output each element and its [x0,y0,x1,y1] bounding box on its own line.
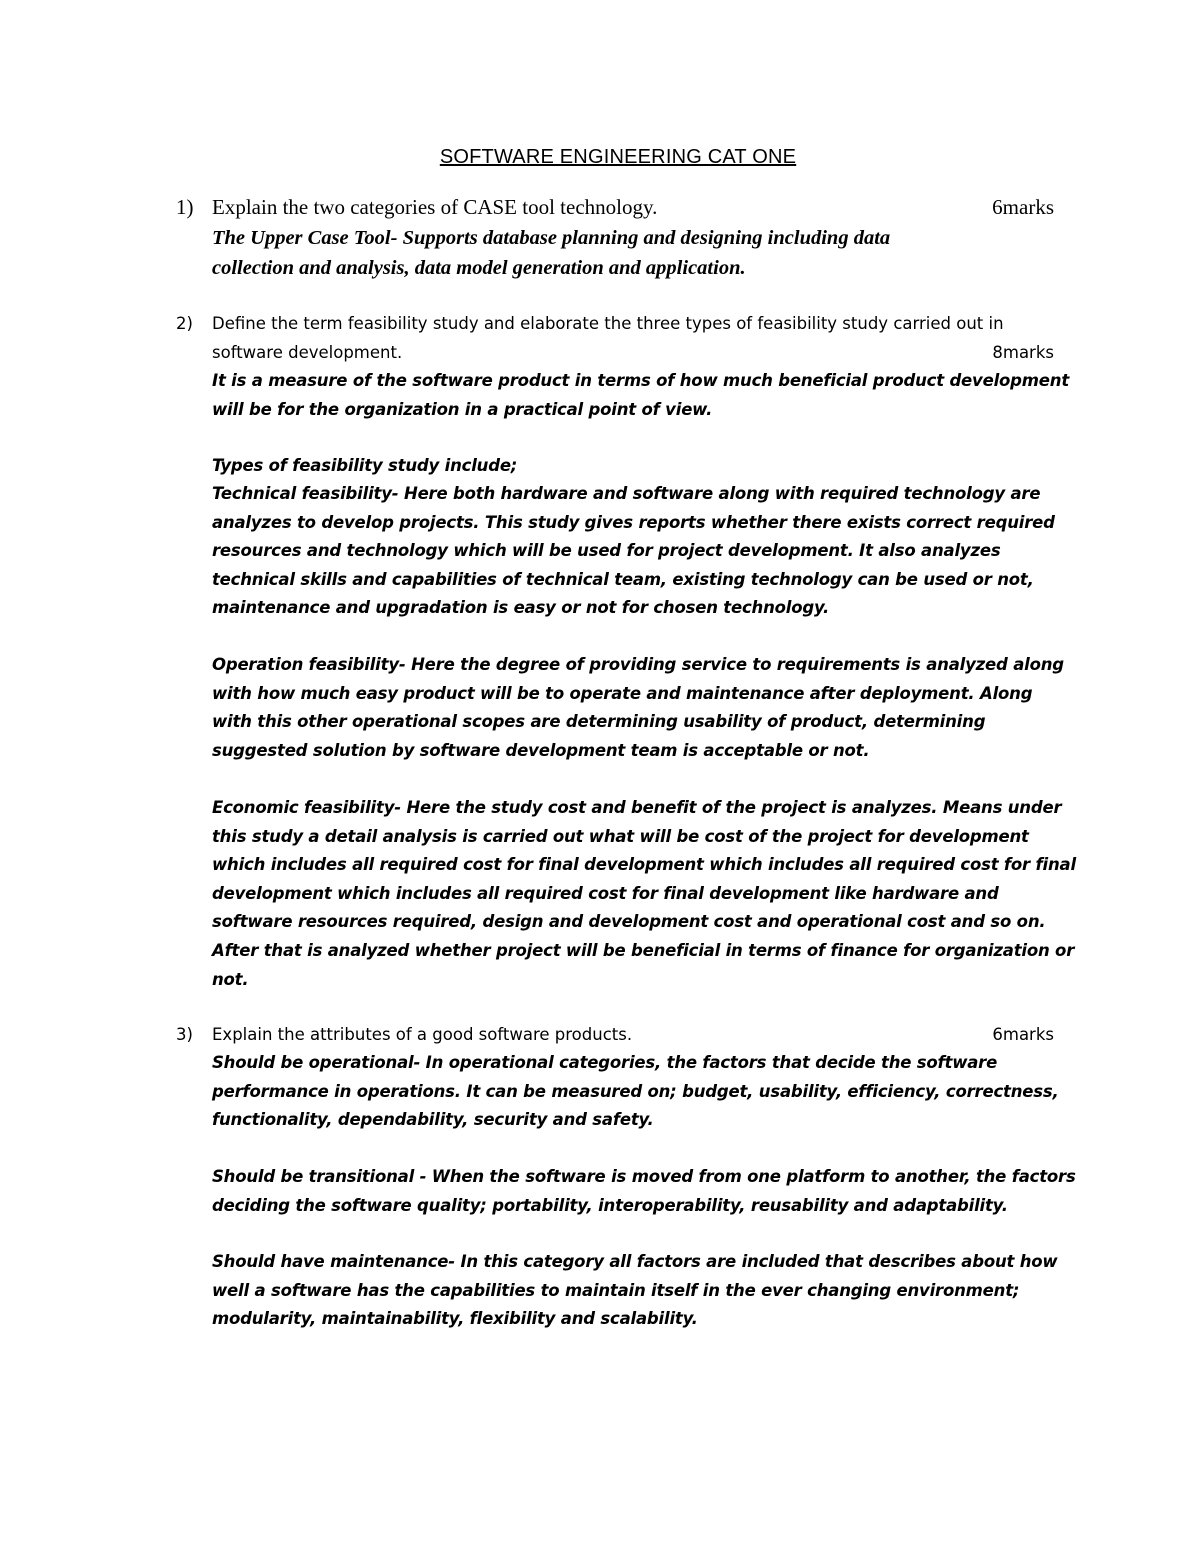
answer-line: not. [212,969,249,989]
transitional-attribute-paragraph [212,1163,1082,1220]
answer-line: this study a detail analysis is carried out what will be cost of the project for development [212,826,1029,846]
answer-line: Technical feasibility- Here both hardware and software along with required technology are [212,484,1041,503]
answer-line: collection and analysis, data model generation and application. [212,256,746,279]
question-2-marks: 8marks [992,343,1054,362]
question-2-number: 2) [176,314,193,333]
maintenance-attribute-paragraph [212,1248,1082,1334]
question-2-text-line-1: Define the term feasibility study and elaborate the three types of feasibility study carried out in [212,314,1004,333]
technical-feasibility-paragraph [212,480,1082,623]
question-1-answer [212,224,1082,283]
question-1-marks: 6marks [992,195,1054,219]
document-title: SOFTWARE ENGINEERING CAT ONE [439,146,797,168]
answer-line: well a software has the capabilities to maintain itself in the ever changing environment; [212,1280,1020,1300]
answer-line: analyzes to develop projects. This study gives reports whether there exists correct required [212,512,1055,532]
answer-line: with this other operational scopes are determining usability of product, determining [212,712,986,732]
answer-line: software resources required, design and development cost and operational cost and so on. [212,912,1046,932]
question-3-number: 3) [176,1025,193,1044]
answer-line: After that is analyzed whether project will be beneficial in terms of finance for organization or [212,940,1075,960]
feasibility-types-heading: Types of feasibility study include; [212,456,518,475]
answer-line: Economic feasibility- Here the study cost and benefit of the project is analyzes. Means under [212,798,1062,817]
question-1-text: Explain the two categories of CASE tool technology. [212,195,658,219]
answer-line: will be for the organization in a practical point of view. [212,399,713,419]
answer-line: with how much easy product will be to operate and maintenance after deployment. Along [212,683,1033,703]
answer-line: Should be transitional - When the software is moved from one platform to another, the factors [212,1167,1076,1186]
answer-line: which includes all required cost for final development which includes all required cost for final [212,855,1076,875]
question-2-text-line-2: software development. [212,343,403,362]
answer-line: deciding the software quality; portability, interoperability, reusability and adaptability. [212,1195,1008,1215]
answer-line: maintenance and upgradation is easy or not for chosen technology. [212,598,830,618]
question-3-text: Explain the attributes of a good software products. [212,1025,633,1044]
operational-attribute-paragraph [212,1049,1082,1135]
answer-line: suggested solution by software development team is acceptable or not. [212,740,870,760]
operation-feasibility-paragraph [212,651,1082,765]
question-1-number: 1) [176,195,194,219]
answer-line: modularity, maintainability, flexibility and scalability. [212,1309,698,1329]
answer-line: Operation feasibility- Here the degree of providing service to requirements is analyzed along [212,655,1064,674]
question-2-answer-intro [212,367,1082,424]
answer-line: development which includes all required cost for final development like hardware and [212,883,999,903]
answer-line: Should have maintenance- In this category all factors are included that describes about how [212,1252,1058,1271]
economic-feasibility-paragraph [212,794,1082,994]
answer-line: performance in operations. It can be measured on; budget, usability, efficiency, correctness, [212,1081,1059,1101]
answer-line: resources and technology which will be used for project development. It also analyzes [212,541,1001,561]
answer-line: technical skills and capabilities of technical team, existing technology can be used or not, [212,569,1034,589]
answer-line: Should be operational- In operational categories, the factors that decide the software [212,1053,998,1072]
answer-line: The Upper Case Tool- Supports database planning and designing including data [212,227,891,249]
answer-line: functionality, dependability, security and safety. [212,1110,654,1130]
answer-line: It is a measure of the software product in terms of how much beneficial product development [212,371,1070,390]
question-3-marks: 6marks [992,1025,1054,1044]
